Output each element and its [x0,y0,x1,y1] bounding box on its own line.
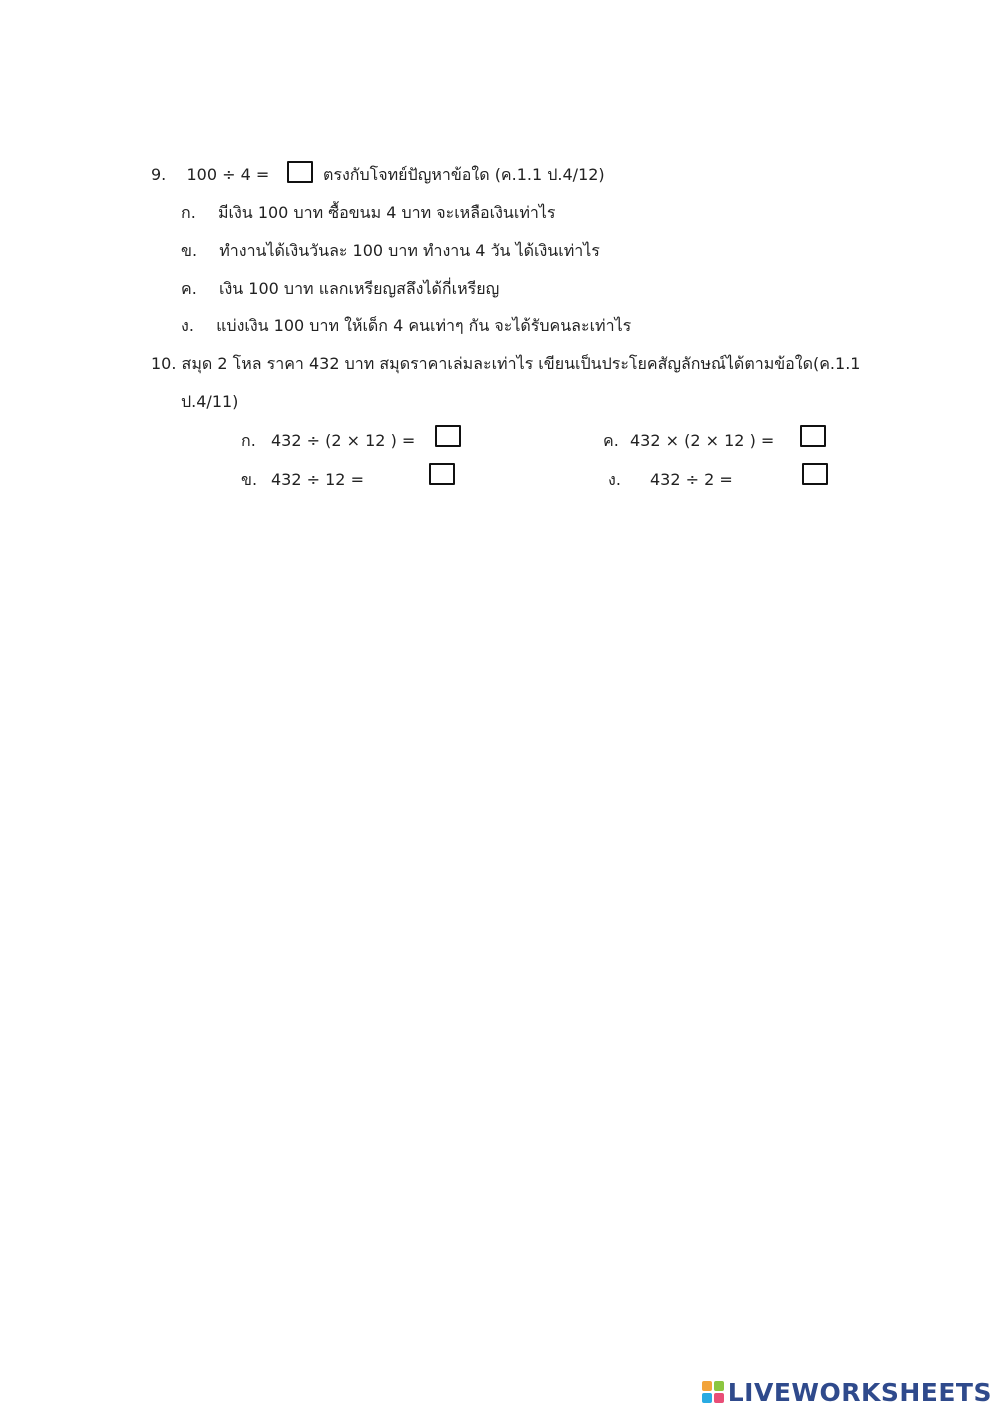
q9-line [151,164,269,186]
q9-option-d-letter: ง. [181,316,194,335]
q10-line1 [151,353,860,375]
q10-option-c-expression: 432 × (2 × 12 ) = [630,431,775,450]
logo-mark-icon [702,1381,724,1403]
q10-option-c-letter: ค. [603,431,619,450]
q10-option-b-letter: ข. [241,470,258,489]
q10-question-line1: สมุด 2 โหล ราคา 432 บาท สมุดราคาเล่มละเท่าไร เขียนเป็นประโยคสัญลักษณ์ได้ตามข้อใด(ค.1.1 [181,354,861,373]
q9-option-a-text: มีเงิน 100 บาท ซื้อขนม 4 บาท จะเหลือเงินเท่าไร [217,203,556,222]
q9-option-c-text: เงิน 100 บาท แลกเหรียญสลึงได้กี่เหรียญ [218,279,500,298]
q9-number: 9. [151,165,167,184]
q9-option-d-text: แบ่งเงิน 100 บาท ให้เด็ก 4 คนเท่าๆ กัน จะได้รับคนละเท่าไร [216,316,632,335]
q9-answer-box[interactable] [287,161,313,183]
q10-option-a-answer-box[interactable] [435,425,461,447]
q10-option-d-expression: 432 ÷ 2 = [650,470,733,489]
q9-option-b-letter: ข. [181,241,198,260]
q9-option-c[interactable] [181,278,499,300]
q10-number: 10. [151,354,177,373]
liveworksheets-logo [702,1377,992,1407]
q10-option-c-answer-box[interactable] [800,425,826,447]
q10-option-d-letter: ง. [608,470,621,489]
q9-option-b[interactable] [181,240,600,262]
logo-text: LIVEWORKSHEETS [727,1377,992,1407]
q9-option-a-letter: ก. [181,203,196,222]
logo-square-3 [702,1393,712,1403]
q10-option-a-letter: ก. [241,431,256,450]
q10-option-a-expression: 432 ÷ (2 × 12 ) = [271,431,416,450]
logo-square-4 [714,1393,724,1403]
q9-option-b-text: ทำงานได้เงินวันละ 100 บาท ทำงาน 4 วัน ได้เงินเท่าไร [219,241,600,260]
q9-option-c-letter: ค. [181,279,197,298]
logo-square-2 [714,1381,724,1391]
logo-square-1 [702,1381,712,1391]
q9-option-d[interactable] [181,315,631,337]
q10-option-b-answer-box[interactable] [429,463,455,485]
q10-question-line2: ป.4/11) [181,392,239,411]
q9-expression: 100 ÷ 4 = [186,165,270,184]
q10-option-d-answer-box[interactable] [802,463,828,485]
q9-question: ตรงกับโจทย์ปัญหาข้อใด (ค.1.1 ป.4/12) [323,165,605,184]
q10-option-b-expression: 432 ÷ 12 = [271,470,364,489]
q9-option-a[interactable] [181,202,556,224]
